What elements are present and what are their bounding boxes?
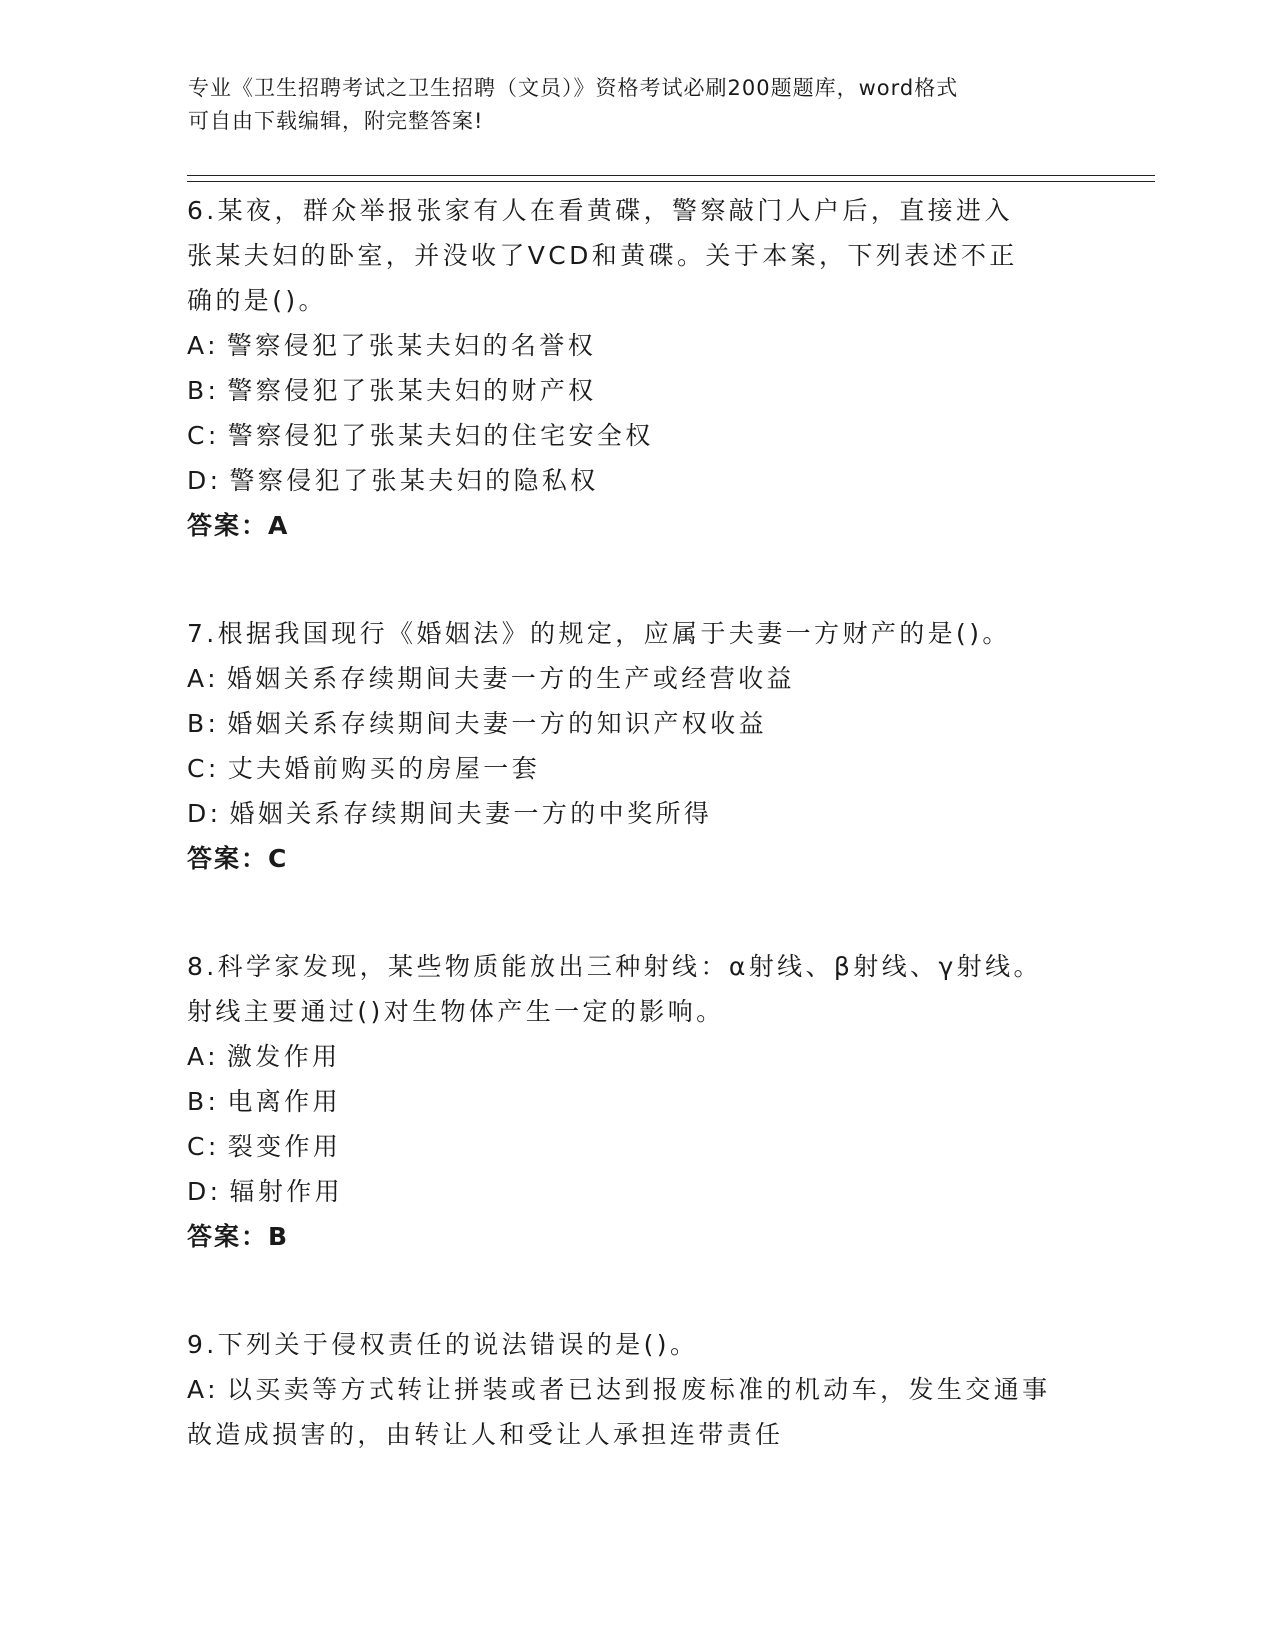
option-a (187, 656, 1087, 701)
question-text: 8.科学家发现，某些物质能放出三种射线：α射线、β射线、γ射线。射线主要通过()对生物体产生一定的影响。 (187, 952, 1042, 1026)
option-b (187, 1079, 1087, 1124)
option-text: 婚姻关系存续期间夫妻一方的中奖所得 (229, 799, 713, 828)
option-letter: D: (187, 799, 222, 828)
option-text: 丈夫婚前购买的房屋一套 (227, 754, 541, 783)
question-text: 9.下列关于侵权责任的说法错误的是()。 (187, 1330, 699, 1359)
question-7 (187, 611, 1087, 881)
header-divider-top (187, 175, 1155, 176)
option-text: 警察侵犯了张某夫妇的财产权 (227, 376, 597, 405)
option-text: 以买卖等方式转让拼装或者已达到报废标准的机动车，发生交通事故造成损害的，由转让人和受让人承担连带责任 (187, 1375, 1051, 1449)
header-line-2: 可自由下载编辑，附完整答案! (188, 109, 484, 133)
option-letter: B: (187, 376, 220, 405)
option-letter: A: (187, 331, 219, 360)
option-text: 裂变作用 (227, 1132, 342, 1161)
option-letter: D: (187, 1177, 222, 1206)
answer: 答案：C (187, 844, 289, 873)
option-d (187, 1169, 1087, 1214)
option-text: 警察侵犯了张某夫妇的住宅安全权 (227, 421, 654, 450)
document-header (188, 72, 1088, 138)
option-c (187, 746, 1087, 791)
question-8 (187, 944, 1087, 1259)
option-text: 警察侵犯了张某夫妇的名誉权 (226, 331, 597, 360)
option-b (187, 701, 1087, 746)
option-c (187, 413, 1087, 458)
option-text: 辐射作用 (229, 1177, 344, 1206)
question-text: 6.某夜，群众举报张家有人在看黄碟，警察敲门人户后，直接进入张某夫妇的卧室，并没收了VCD和黄碟。关于本案，下列表述不正确的是()。 (187, 196, 1018, 315)
option-d (187, 458, 1087, 503)
option-a (187, 1367, 1057, 1457)
option-c (187, 1124, 1087, 1169)
option-letter: A: (187, 664, 219, 693)
option-letter: B: (187, 709, 220, 738)
option-letter: A: (187, 1042, 219, 1071)
option-a (187, 1034, 1087, 1079)
option-text: 婚姻关系存续期间夫妻一方的生产或经营收益 (226, 664, 795, 693)
option-letter: C: (187, 1132, 220, 1161)
option-letter: C: (187, 754, 220, 783)
option-letter: A: (187, 1375, 219, 1404)
option-d (187, 791, 1087, 836)
option-text: 电离作用 (227, 1087, 341, 1116)
option-a (187, 323, 1087, 368)
question-6 (187, 188, 1087, 548)
option-text: 激发作用 (226, 1042, 341, 1071)
answer: 答案：A (187, 511, 290, 540)
header-divider-bottom (187, 181, 1155, 182)
question-list (187, 188, 1087, 1457)
answer: 答案：B (187, 1222, 290, 1251)
question-text: 7.根据我国现行《婚姻法》的规定，应属于夫妻一方财产的是()。 (187, 619, 1011, 648)
option-text: 婚姻关系存续期间夫妻一方的知识产权收益 (227, 709, 767, 738)
option-letter: D: (187, 466, 222, 495)
option-text: 警察侵犯了张某夫妇的隐私权 (229, 466, 599, 495)
option-letter: B: (187, 1087, 220, 1116)
option-letter: C: (187, 421, 220, 450)
option-b (187, 368, 1087, 413)
header-line-1: 专业《卫生招聘考试之卫生招聘（文员）》资格考试必刷200题题库，word格式 (188, 76, 959, 100)
question-9 (187, 1322, 1087, 1457)
